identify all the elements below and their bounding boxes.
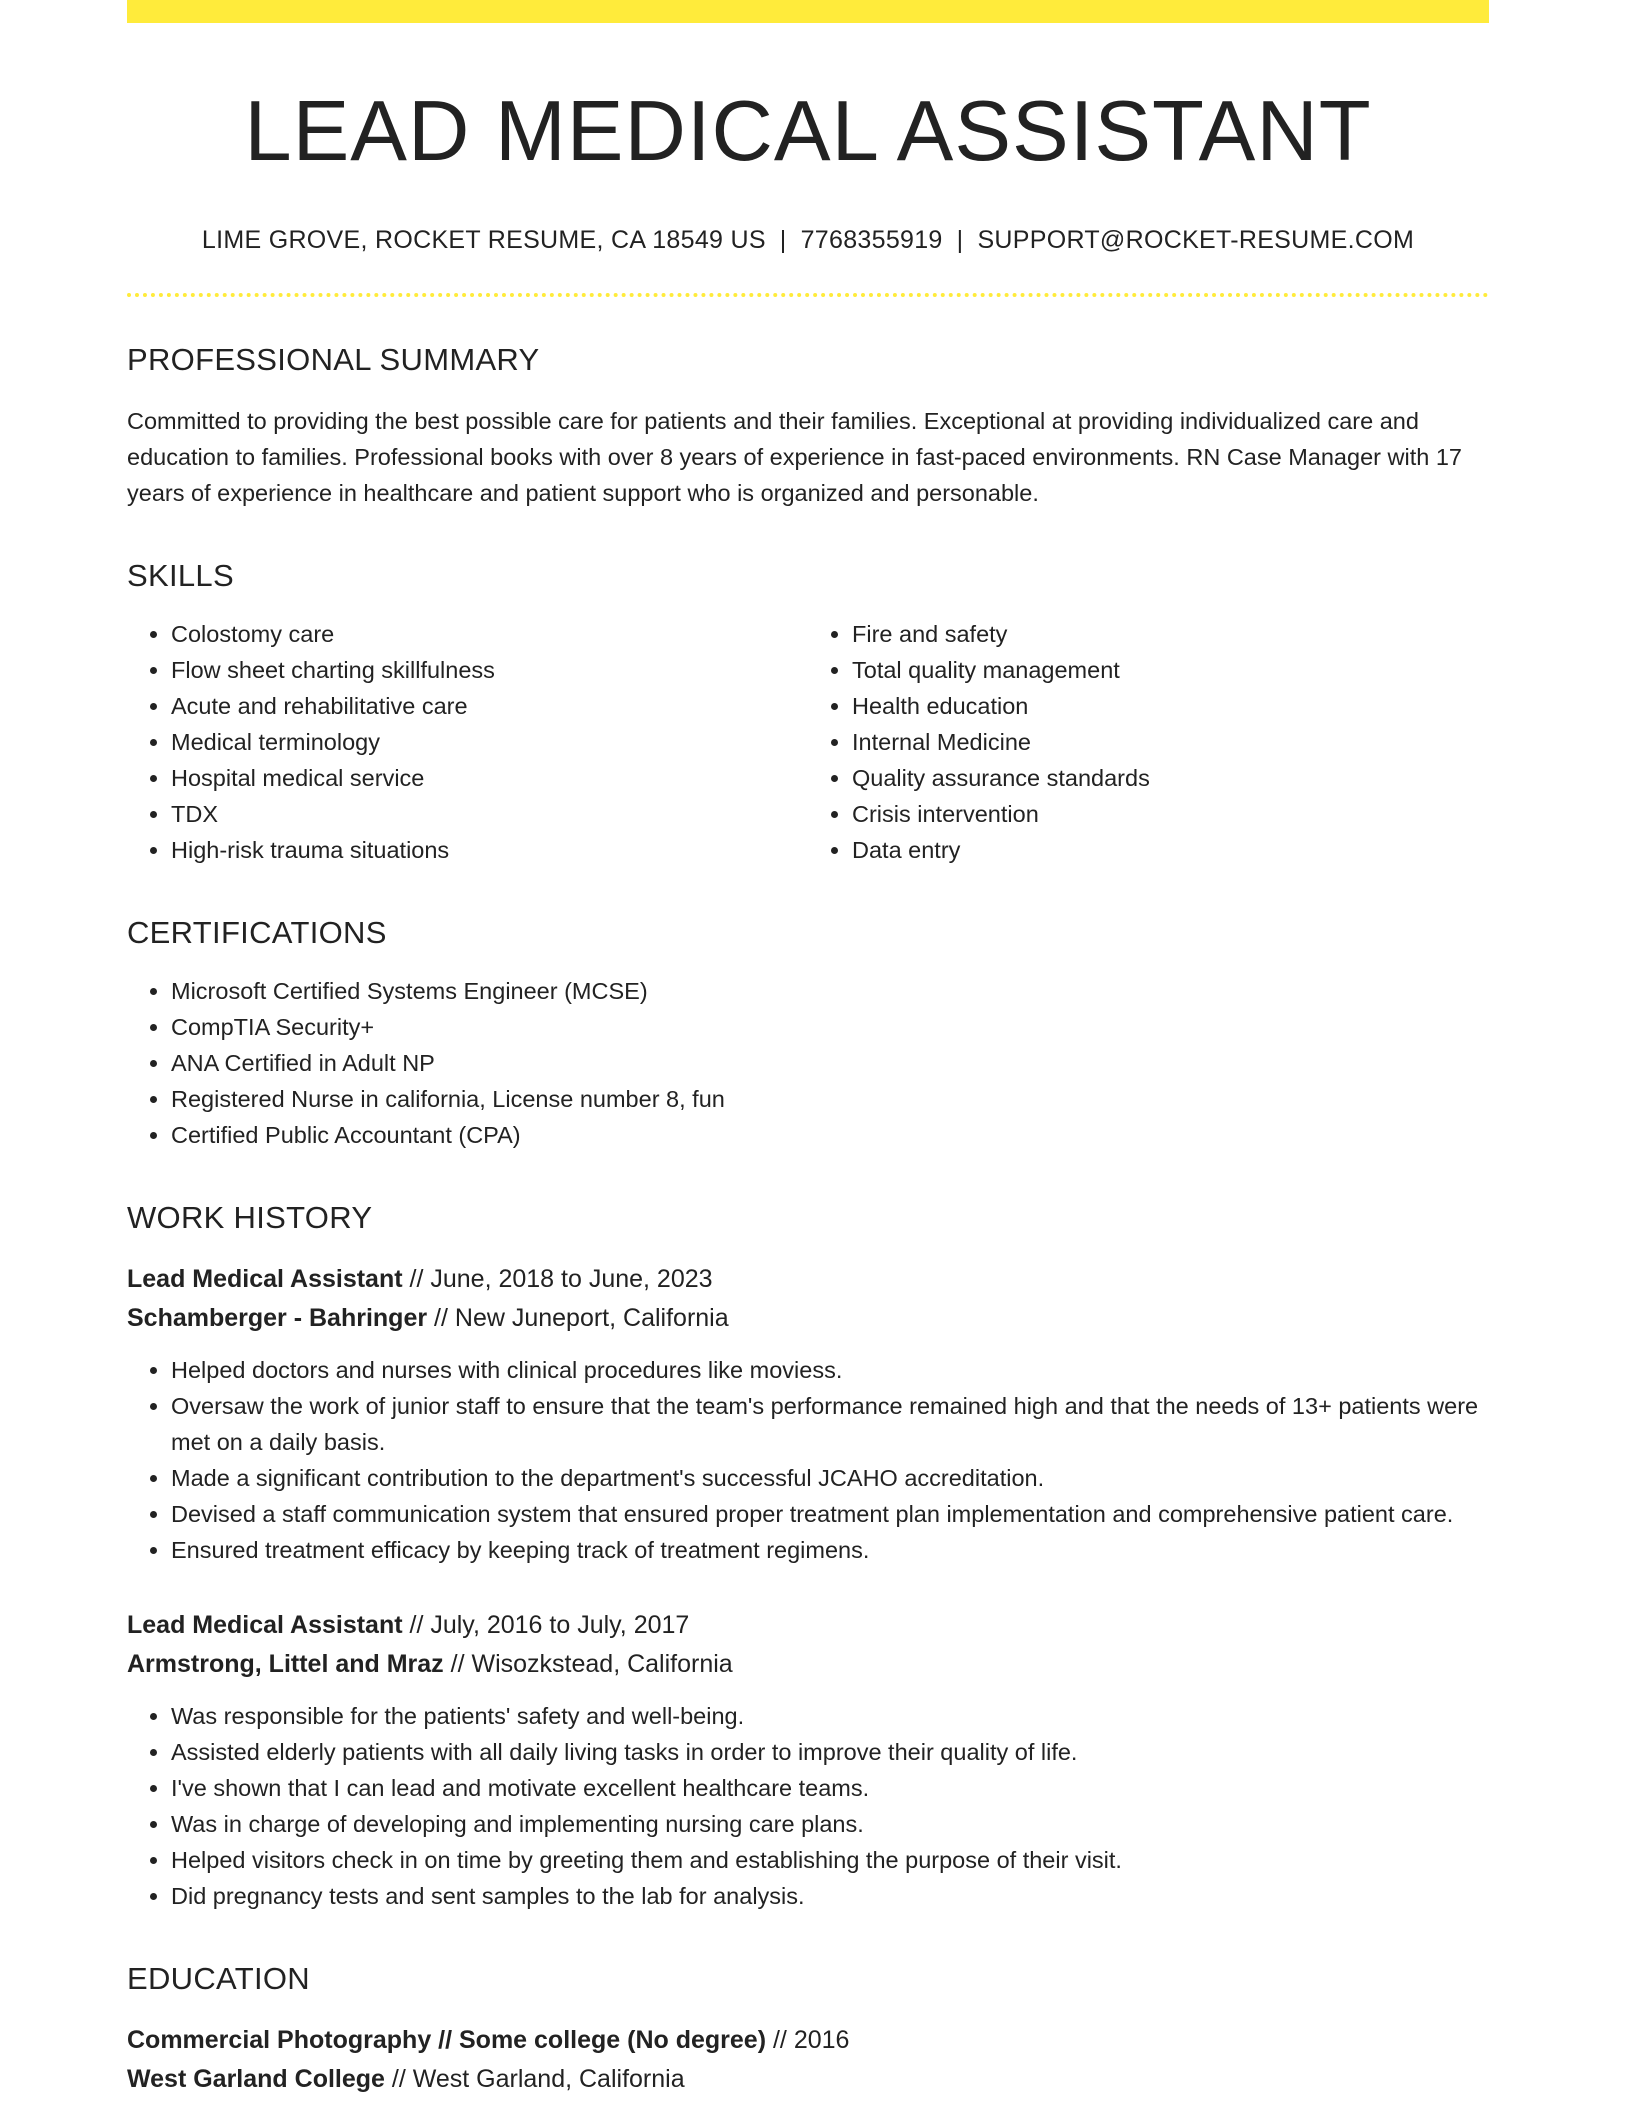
certification-item: • Certified Public Accountant (CPA) [171,1117,1489,1153]
skills-heading: SKILLS [127,557,234,593]
contact-email: SUPPORT@ROCKET-RESUME.COM [977,225,1415,254]
job-bullet: • Was in charge of developing and implementing nursing care plans. [171,1806,1489,1842]
job-bullet: • Devised a staff communication system that ensured proper treatment plan implementation and comprehensive patient care. [171,1496,1489,1532]
dotted-divider [127,293,1489,297]
skill-item: • TDX [171,796,808,832]
skill-item: • Health education [852,688,1489,724]
education-section [127,1960,1489,2099]
education-heading: EDUCATION [127,1961,310,1997]
contact-address: LIME GROVE, ROCKET RESUME, CA 18549 US [201,225,766,254]
education-entry [127,2021,1489,2099]
contact-phone: 7768355919 [800,225,943,254]
job-bullet: • Was responsible for the patients' safety and well-being. [171,1698,1489,1734]
certification-item: • CompTIA Security+ [171,1009,1489,1045]
job-bullet: • Ensured treatment efficacy by keeping track of treatment regimens. [171,1532,1489,1568]
skill-item: • Acute and rehabilitative care [171,688,808,724]
job-bullets [127,1698,1489,1914]
job-bullet: • Helped doctors and nurses with clinical procedures like moviess. [171,1352,1489,1388]
education-school-line [127,2060,1489,2099]
summary-section [127,341,1489,511]
job-location: // Wisozkstead, California [450,1650,733,1679]
job-company-line [127,1299,1489,1338]
summary-heading: PROFESSIONAL SUMMARY [127,341,540,377]
summary-text: Committed to providing the best possible care for patients and their families. Exceptional at providing individualized care and education to families. Professional books with over 8 years of experience in fast-paced environments. RN Case Manager with 17 years of experience in healthcare and patient support who is organized and personable. [127,407,1462,506]
certification-item: • Microsoft Certified Systems Engineer (MCSE) [171,973,1489,1009]
job-company-line [127,1645,1489,1684]
skill-item: • Quality assurance standards [852,760,1489,796]
job-title: Lead Medical Assistant [127,1265,403,1294]
education-year: // 2016 [772,2026,850,2055]
certifications-list [127,973,1489,1153]
job-location: // New Juneport, California [434,1304,729,1333]
skill-item: • Data entry [852,832,1489,868]
job-company: Schamberger - Bahringer [127,1304,428,1333]
resume-title: LEAD MEDICAL ASSISTANT [244,84,1372,179]
job-bullet: • Helped visitors check in on time by greeting them and establishing the purpose of their visit. [171,1842,1489,1878]
skill-item: • Fire and safety [852,616,1489,652]
job-entry [127,1606,1489,1914]
certifications-heading: CERTIFICATIONS [127,914,387,950]
education-location: // West Garland, California [391,2065,685,2094]
education-degree: Commercial Photography // Some college (No degree) [127,2026,767,2055]
job-title: Lead Medical Assistant [127,1611,403,1640]
job-dates: // June, 2018 to June, 2023 [409,1265,713,1294]
job-bullet: • I've shown that I can lead and motivate excellent healthcare teams. [171,1770,1489,1806]
contact-separator: | [779,225,787,254]
work-history-heading: WORK HISTORY [127,1200,373,1236]
skill-item: • Hospital medical service [171,760,808,796]
job-bullet: • Did pregnancy tests and sent samples to the lab for analysis. [171,1878,1489,1914]
skill-item: • Total quality management [852,652,1489,688]
job-bullet: • Made a significant contribution to the department's successful JCAHO accreditation. [171,1460,1489,1496]
job-bullets [127,1352,1489,1568]
certification-item: • Registered Nurse in california, License number 8, fun [171,1081,1489,1117]
education-degree-line [127,2021,1489,2060]
certification-item: • ANA Certified in Adult NP [171,1045,1489,1081]
skill-item: • Flow sheet charting skillfulness [171,652,808,688]
skills-right-list [808,616,1489,868]
job-title-line [127,1260,1489,1299]
skills-section [127,557,1489,868]
skill-item: • Medical terminology [171,724,808,760]
work-history-section [127,1199,1489,1914]
contact-line [127,225,1489,255]
job-company: Armstrong, Littel and Mraz [127,1650,444,1679]
contact-separator: | [956,225,964,254]
education-school: West Garland College [127,2065,385,2094]
job-dates: // July, 2016 to July, 2017 [409,1611,690,1640]
skill-item: • High-risk trauma situations [171,832,808,868]
top-accent-bar [127,0,1489,23]
certifications-section [127,914,1489,1153]
skills-columns [127,616,1489,868]
skill-item: • Internal Medicine [852,724,1489,760]
job-title-line [127,1606,1489,1645]
skills-left-list [127,616,808,868]
skill-item: • Colostomy care [171,616,808,652]
job-bullet: • Oversaw the work of junior staff to ensure that the team's performance remained high and that the needs of 13+ patients were met on a daily basis. [171,1388,1489,1460]
job-entry [127,1260,1489,1568]
job-bullet: • Assisted elderly patients with all daily living tasks in order to improve their quality of life. [171,1734,1489,1770]
resume-page [127,0,1489,2099]
skill-item: • Crisis intervention [852,796,1489,832]
